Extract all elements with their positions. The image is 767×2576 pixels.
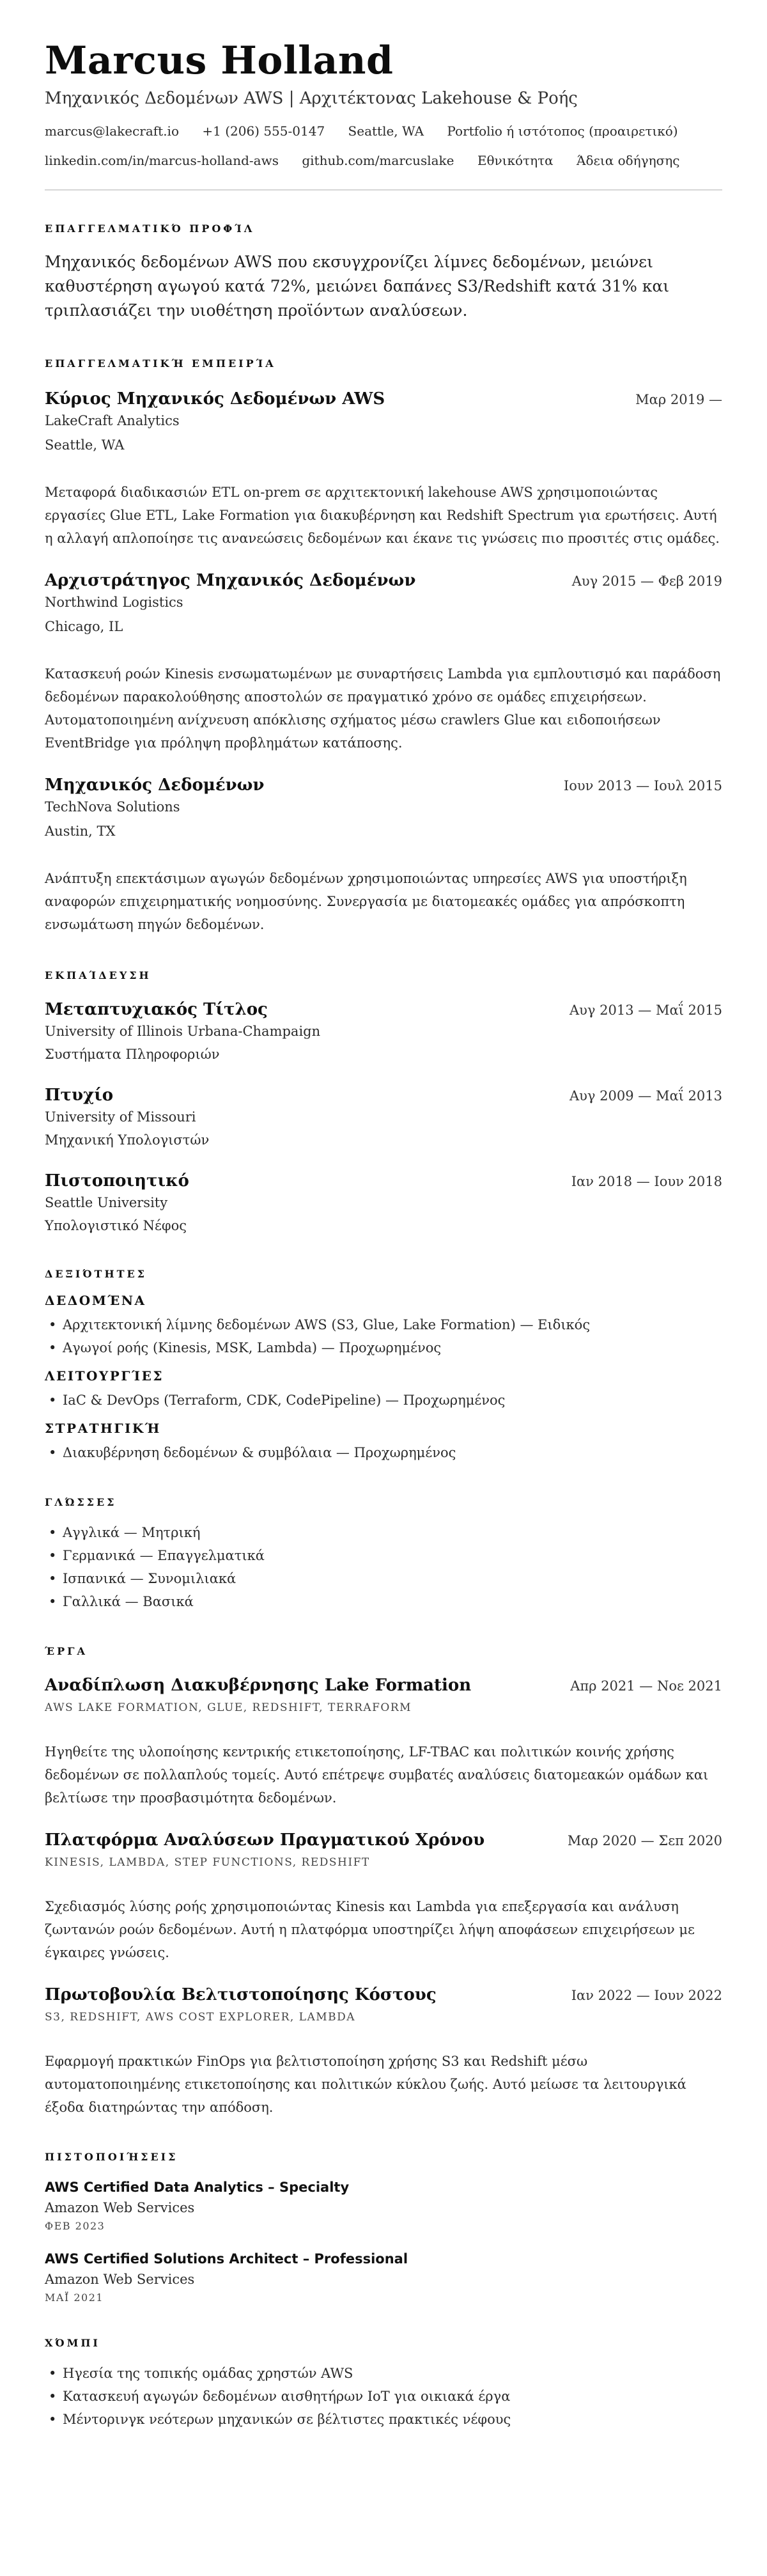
section-title-certifications: ΠΙΣΤΟΠΟΙΉΣΕΙΣ: [45, 2151, 178, 2163]
contact-phone[interactable]: +1 (206) 555-0147: [202, 123, 325, 139]
skill-category: ΛΕΙΤΟΥΡΓΊΕΣ: [45, 1368, 164, 1384]
candidate-name: Marcus Holland: [45, 38, 394, 83]
list-item: • Ηγεσία της τοπικής ομάδας χρηστών AWS: [45, 2362, 722, 2385]
experience-section: [45, 357, 722, 936]
certification-date: ΜΑΪ́ 2021: [45, 2291, 104, 2304]
list-item: • Ισπανικά — Συνομιλιακά: [45, 1567, 722, 1590]
job-location: Seattle, WA: [45, 437, 125, 453]
project-tech: S3, REDSHIFT, AWS COST EXPLORER, LAMBDA: [45, 2011, 356, 2024]
degree-dates: Αυγ 2013 — Μαΐ 2015: [569, 1003, 722, 1018]
degree-dates: Ιαν 2018 — Ιουν 2018: [571, 1174, 722, 1189]
experience-entry: [45, 774, 722, 936]
skill-list: [45, 1313, 722, 1359]
contact-location: Seattle, WA: [348, 123, 424, 139]
resume-header: [45, 38, 722, 191]
certification-name: AWS Certified Data Analytics – Specialty: [45, 2180, 350, 2195]
degree-title: Μεταπτυχιακός Τίτλος: [45, 1000, 268, 1019]
summary-text: Μηχανικός δεδομένων AWS που εκσυγχρονίζει λίμνες δεδομένων, μειώνει καθυστέρηση αγωγού κατά 72%, μειώνει δαπάνες S3/Redshift κατά 31% και τριπλασιάζει την υιοθέτηση προϊόντων αναλύσεων.: [45, 253, 670, 320]
certification-name: AWS Certified Solutions Architect – Professional: [45, 2251, 408, 2267]
skill-list: [45, 1389, 722, 1412]
field-of-study: Μηχανική Υπολογιστών: [45, 1132, 210, 1148]
projects-section: [45, 1645, 722, 2119]
education-section: [45, 969, 722, 1236]
job-description: Κατασκευή ροών Kinesis ενσωματωμένων με συναρτήσεις Lambda για εμπλουτισμό και παράδοση δεδομένων παρακολούθησης αποστολών σε πραγματικό χρόνο σε ομάδες επιχειρήσεων. Αυτοματοποιημένη ανίχνευση απόκλισης σχήματος μέσω crawlers Glue και ειδοποιήσεων EventBridge για πρόληψη προβλημάτων κατάποσης.: [45, 666, 721, 751]
skill-group: [45, 1421, 722, 1464]
section-title-experience: ΕΠΑΓΓΕΛΜΑΤΙΚΉ ΕΜΠΕΙΡΊΑ: [45, 357, 276, 370]
project-entry: [45, 1983, 722, 2119]
header-divider: [45, 189, 722, 191]
hobby-list: [45, 2362, 722, 2431]
list-item: • Αρχιτεκτονική λίμνης δεδομένων AWS (S3, Glue, Lake Formation) — Ειδικός: [45, 1313, 722, 1336]
project-name: Πλατφόρμα Αναλύσεων Πραγματικού Χρόνου: [45, 1831, 485, 1850]
job-title: Αρχιστράτηγος Μηχανικός Δεδομένων: [45, 571, 416, 590]
list-item: • Αγωγοί ροής (Kinesis, MSK, Lambda) — Προχωρημένος: [45, 1336, 722, 1359]
field-of-study: Υπολογιστικό Νέφος: [45, 1218, 187, 1233]
list-item: • Κατασκευή αγωγών δεδομένων αισθητήρων IoT για οικιακά έργα: [45, 2385, 722, 2408]
experience-entry: [45, 387, 722, 550]
job-title: Μηχανικός Δεδομένων: [45, 776, 265, 795]
field-of-study: Συστήματα Πληροφοριών: [45, 1047, 220, 1062]
school-name: University of Illinois Urbana-Champaign: [45, 1024, 321, 1039]
project-entry: [45, 1829, 722, 1964]
certification-issuer: Amazon Web Services: [45, 2200, 195, 2215]
contact-nationality: Εθνικότητα: [477, 153, 554, 168]
project-description: Εφαρμογή πρακτικών FinOps για βελτιστοποίηση χρήσης S3 και Redshift μέσω αυτοματοποιημένης ετικετοποίησης και πολιτικών κύκλου ζωής. Αυτό μείωσε τα λειτουργικά έξοδα διατηρώντας την απόδοση.: [45, 2054, 686, 2115]
project-tech: AWS LAKE FORMATION, GLUE, REDSHIFT, TERRAFORM: [45, 1701, 412, 1714]
contact-github[interactable]: github.com/marcuslake: [302, 153, 454, 168]
certification-issuer: Amazon Web Services: [45, 2272, 195, 2287]
job-company: TechNova Solutions: [45, 799, 180, 815]
job-description: Μεταφορά διαδικασιών ETL on-prem σε αρχιτεκτονική lakehouse AWS χρησιμοποιώντας εργασίες Glue ETL, Lake Formation για διακυβέρνηση και Redshift Spectrum για ερωτήσεις. Αυτή η αλλαγή απλοποίησε τις ανανεώσεις δεδομένων και έκανε τις γνώσεις πιο προσιτές στις ομάδες.: [45, 485, 720, 546]
list-item: • Γαλλικά — Βασικά: [45, 1590, 722, 1613]
degree-dates: Αυγ 2009 — Μαΐ 2013: [569, 1088, 722, 1104]
school-name: Seattle University: [45, 1195, 168, 1210]
skill-group: [45, 1293, 722, 1359]
job-location: Austin, TX: [45, 824, 116, 839]
project-name: Πρωτοβουλία Βελτιστοποίησης Κόστους: [45, 1985, 437, 2004]
language-list: [45, 1521, 722, 1613]
job-dates: Μαρ 2019 —: [635, 392, 722, 407]
section-title-summary: ΕΠΑΓΓΕΛΜΑΤΙΚΌ ΠΡΟΦΊΛ: [45, 222, 255, 235]
list-item: • IaC & DevOps (Terraform, CDK, CodePipeline) — Προχωρημένος: [45, 1389, 722, 1412]
section-title-languages: ΓΛΏΣΣΕΣ: [45, 1496, 117, 1508]
certifications-section: [45, 2151, 722, 2306]
contact-row-primary: [45, 121, 722, 141]
hobbies-section: [45, 2337, 722, 2431]
contact-email[interactable]: marcus@lakecraft.io: [45, 123, 179, 139]
section-title-skills: ΔΕΞΙΌΤΗΤΕΣ: [45, 1268, 147, 1280]
skill-category: ΣΤΡΑΤΗΓΙΚΉ: [45, 1421, 161, 1436]
degree-title: Πτυχίο: [45, 1086, 114, 1105]
project-name: Αναδίπλωση Διακυβέρνησης Lake Formation: [45, 1676, 472, 1695]
school-name: University of Missouri: [45, 1109, 196, 1125]
section-title-education: ΕΚΠΑΊΔΕΥΣΗ: [45, 969, 151, 981]
education-entry: [45, 1084, 722, 1150]
list-item: • Μέντορινγκ νεότερων μηχανικών σε βέλτιστες πρακτικές νέφους: [45, 2408, 722, 2431]
project-tech: KINESIS, LAMBDA, STEP FUNCTIONS, REDSHIFT: [45, 1856, 370, 1869]
skill-list: [45, 1441, 722, 1464]
job-company: LakeCraft Analytics: [45, 413, 180, 428]
project-dates: Ιαν 2022 — Ιουν 2022: [571, 1988, 722, 2003]
project-dates: Απρ 2021 — Νοε 2021: [570, 1678, 722, 1694]
skill-category: ΔΕΔΟΜΈΝΑ: [45, 1293, 146, 1308]
job-dates: Ιουν 2013 — Ιουλ 2015: [563, 778, 722, 793]
education-entry: [45, 998, 722, 1065]
skill-group: [45, 1368, 722, 1412]
job-location: Chicago, IL: [45, 619, 123, 634]
degree-title: Πιστοποιητικό: [45, 1171, 189, 1190]
section-title-projects: ΈΡΓΑ: [45, 1645, 88, 1657]
list-item: • Διακυβέρνηση δεδομένων & συμβόλαια — Προχωρημένος: [45, 1441, 722, 1464]
job-dates: Αυγ 2015 — Φεβ 2019: [571, 574, 722, 589]
list-item: • Αγγλικά — Μητρική: [45, 1521, 722, 1544]
resume-page: [45, 38, 722, 2431]
contact-row-secondary: [45, 151, 722, 170]
section-title-hobbies: ΧΌΜΠΙ: [45, 2337, 100, 2349]
job-company: Northwind Logistics: [45, 595, 183, 610]
certification-entry: [45, 2177, 722, 2235]
job-title: Κύριος Μηχανικός Δεδομένων AWS: [45, 389, 385, 409]
project-entry: [45, 1674, 722, 1809]
project-description: Ηγηθείτε της υλοποίησης κεντρικής ετικετοποίησης, LF-TBAC και πολιτικών κοινής χρήσης δεδομένων σε πολλαπλούς τομείς. Αυτό επέτρεψε συμβατές αναλύσεις διατομεακών ομάδων και βελτίωσε την προσβασιμότητα δεδομένων.: [45, 1744, 709, 1806]
candidate-headline: Μηχανικός Δεδομένων AWS | Αρχιτέκτονας Lakehouse & Ροής: [45, 89, 578, 108]
job-description: Ανάπτυξη επεκτάσιμων αγωγών δεδομένων χρησιμοποιώντας υπηρεσίες AWS για υποστήριξη αναφορών επιχειρηματικής νοημοσύνης. Συνεργασία με διατομεακές ομάδες για απρόσκοπτη ενσωμάτωση πηγών δεδομένων.: [45, 871, 687, 932]
certification-entry: [45, 2249, 722, 2306]
contact-driving-license: Άδεια οδήγησης: [577, 153, 680, 168]
list-item: • Γερμανικά — Επαγγελματικά: [45, 1544, 722, 1567]
certification-date: ΦΕΒ 2023: [45, 2220, 105, 2232]
summary-section: [45, 222, 722, 323]
education-entry: [45, 1169, 722, 1236]
skills-section: [45, 1268, 722, 1464]
contact-portfolio[interactable]: Portfolio ή ιστότοπος (προαιρετικό): [447, 123, 678, 139]
project-description: Σχεδιασμός λύσης ροής χρησιμοποιώντας Kinesis και Lambda για επεξεργασία και ανάλυση ζωντανών ροών δεδομένων. Αυτή η πλατφόρμα υποστηρίζει λήψη αποφάσεων επιχειρήσεων με έγκαιρες γνώσεις.: [45, 1899, 695, 1960]
languages-section: [45, 1496, 722, 1613]
experience-entry: [45, 569, 722, 754]
contact-linkedin[interactable]: linkedin.com/in/marcus-holland-aws: [45, 153, 279, 168]
project-dates: Μαρ 2020 — Σεπ 2020: [567, 1833, 722, 1848]
